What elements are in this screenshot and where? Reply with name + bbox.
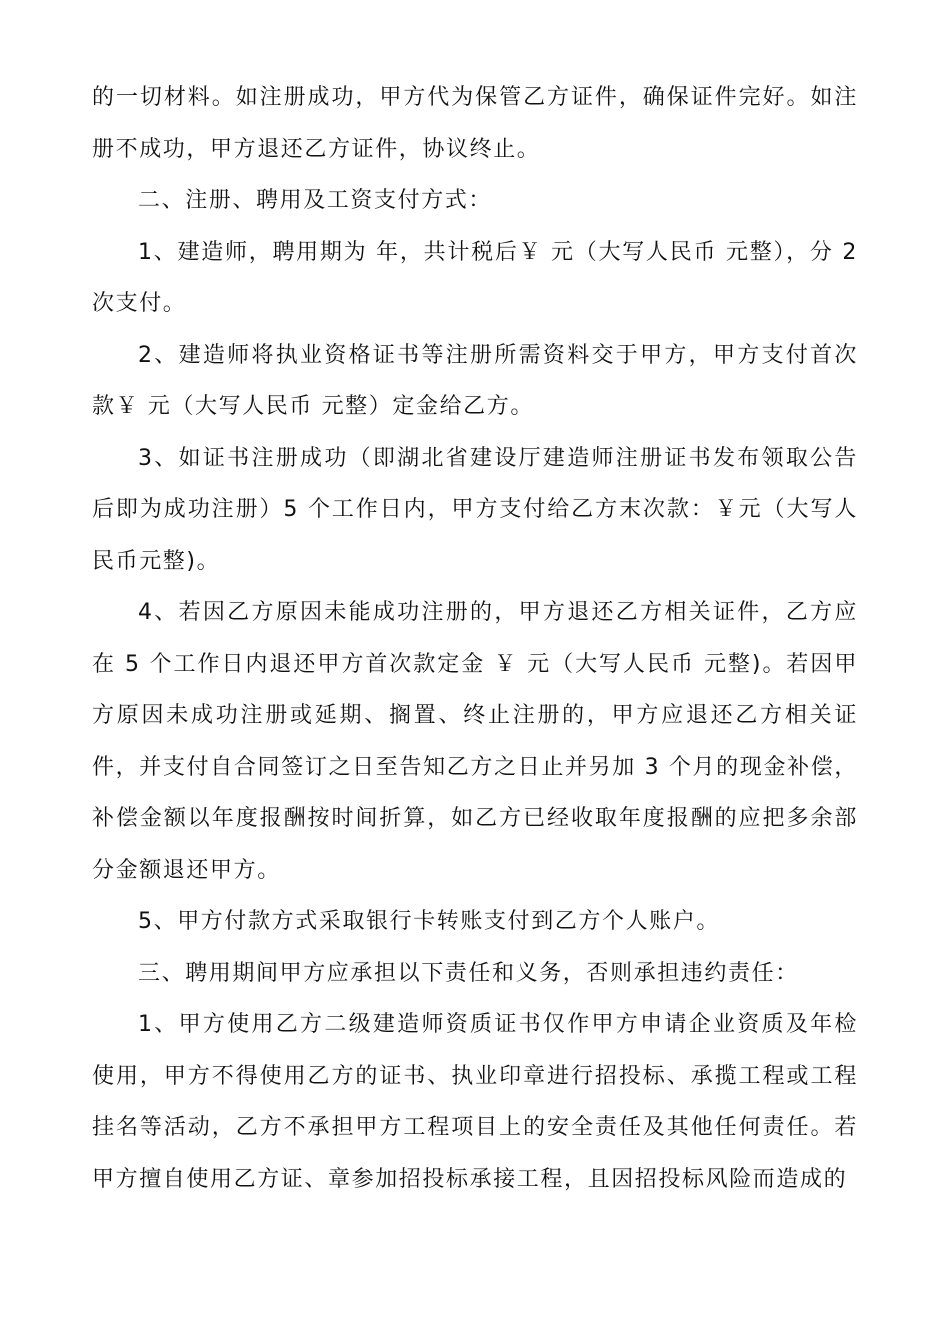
clause-2-5: 5、甲方付款方式采取银行卡转账支付到乙方个人账户。 <box>138 909 720 934</box>
paragraph-material-note: 的一切材料。如注册成功，甲方代为保管乙方证件，确保证件完好。如注册不成功，甲方退还乙方证件，协议终止。 <box>92 85 858 162</box>
section-heading-payment: 二、注册、聘用及工资支付方式： <box>138 188 493 213</box>
clause-2-2: 2、建造师将执业资格证书等注册所需资料交于甲方，甲方支付首次款￥ 元（大写人民币 元整）定金给乙方。 <box>92 342 858 419</box>
document-body <box>92 72 858 1205</box>
section-heading-obligations: 三、聘用期间甲方应承担以下责任和义务，否则承担违约责任： <box>138 960 799 986</box>
clause-2-4: 4、若因乙方原因未能成功注册的，甲方退还乙方相关证件，乙方应在 5 个工作日内退还甲方首次款定金 ￥ 元（大写人民币 元整)。若因甲方原因未成功注册或延期、搁置、终止注册的，甲方应退还乙方相关证件，并支付自合同签订之日至告知乙方之日止并另加 3 个月的现金补偿，补偿金额以年度报酬按时间折算，如乙方已经收取年度报酬的应把多余部分金额退还甲方。 <box>92 600 858 883</box>
clause-2-1: 1、建造师，聘用期为 年，共计税后￥ 元（大写人民币 元整），分 2 次支付。 <box>92 239 858 316</box>
clause-2-3: 3、如证书注册成功（即湖北省建设厅建造师注册证书发布领取公告后即为成功注册）5 个工作日内，甲方支付给乙方末次款：￥元（大写人民币元整)。 <box>92 445 858 574</box>
clause-3-1: 1、甲方使用乙方二级建造师资质证书仅作甲方申请企业资质及年检使用，甲方不得使用乙方的证书、执业印章进行招投标、承揽工程或工程挂名等活动，乙方不承担甲方工程项目上的安全责任及其他任何责任。若甲方擅自使用乙方证、章参加招投标承接工程，且因招投标风险而造成的 <box>92 1012 858 1192</box>
